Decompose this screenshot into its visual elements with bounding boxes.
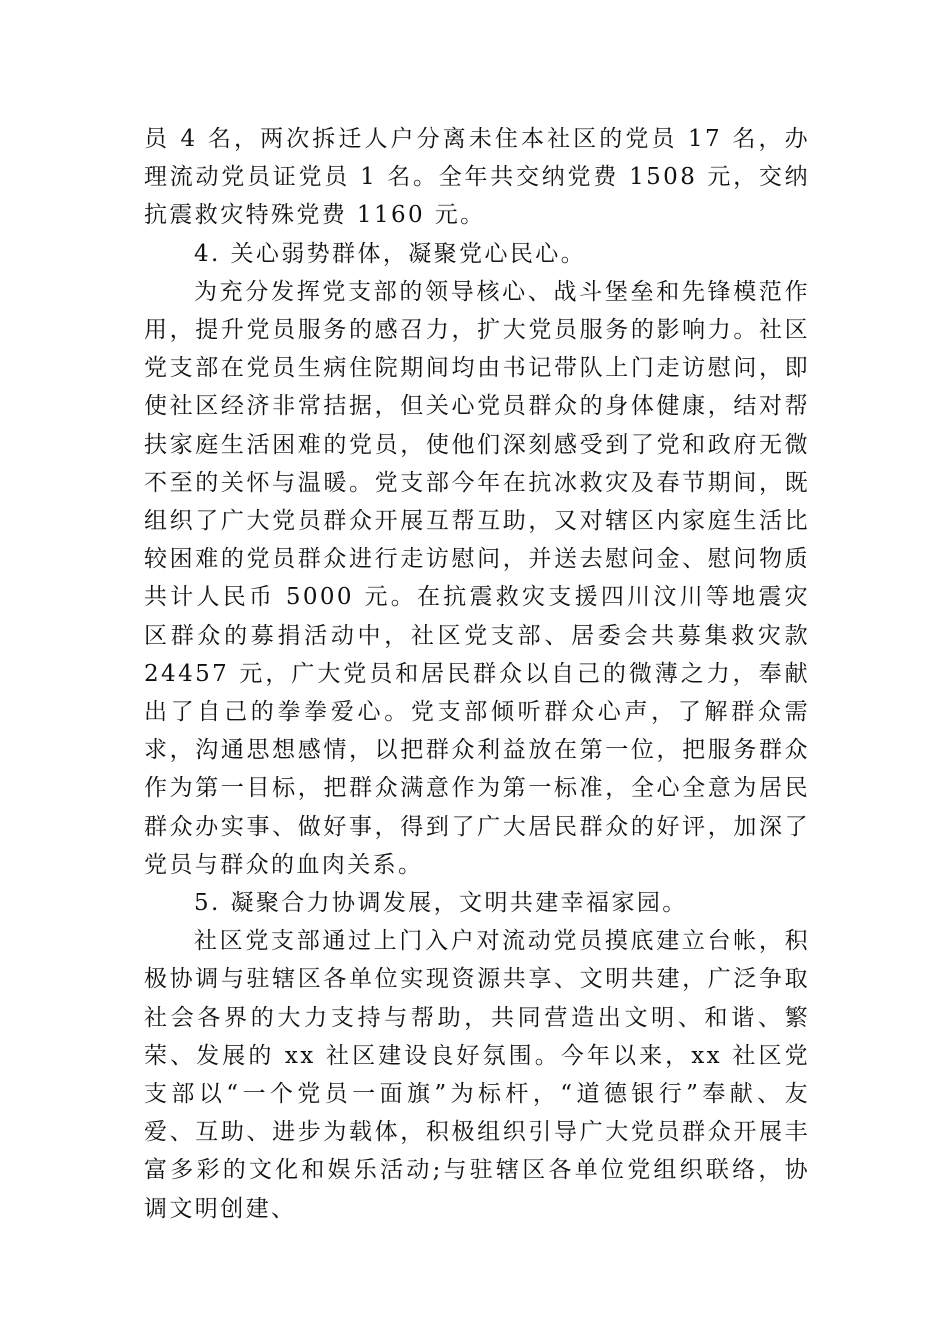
- paragraph-civilized-co-construction: 社区党支部通过上门入户对流动党员摸底建立台帐，积极协调与驻辖区各单位实现资源共享、文明共建，广泛争取社会各界的大力支持与帮助，共同营造出文明、和谐、繁荣、发展的 xx 社区建设良好氛围。今年以来，xx 社区党支部以“一个党员一面旗”为标杆，“道德银行”奉献、友爱、互助、进步为载体，积极组织引导广大党员群众开展丰富多彩的文化和娱乐活动;与驻辖区各单位党组织联络，协调文明创建、: [144, 928, 810, 1222]
- section-heading-5: 5. 凝聚合力协调发展，文明共建幸福家园。: [194, 890, 688, 917]
- section-heading-4: 4. 关心弱势群体，凝聚党心民心。: [194, 240, 587, 267]
- paragraph-party-member-stats: 员 4 名，两次拆迁人户分离未住本社区的党员 17 名，办理流动党员证党员 1 名。全年共交纳党费 1508 元，交纳抗震救灾特殊党费 1160 元。: [144, 126, 810, 229]
- paragraph-care-vulnerable-groups: 为充分发挥党支部的领导核心、战斗堡垒和先锋模范作用，提升党员服务的感召力，扩大党员服务的影响力。社区党支部在党员生病住院期间均由书记带队上门走访慰问，即使社区经济非常拮据，但关心党员群众的身体健康，结对帮扶家庭生活困难的党员，使他们深刻感受到了党和政府无微不至的关怀与温暖。党支部今年在抗冰救灾及春节期间，既组织了广大党员群众开展互帮互助，又对辖区内家庭生活比较困难的党员群众进行走访慰问，并送去慰问金、慰问物质共计人民币 5000 元。在抗震救灾支援四川汶川等地震灾区群众的募捐活动中，社区党支部、居委会共募集救灾款 24457 元，广大党员和居民群众以自己的微薄之力，奉献出了自己的拳拳爱心。党支部倾听群众心声，了解群众需求，沟通思想感情，以把群众利益放在第一位，把服务群众作为第一目标，把群众满意作为第一标准，全心全意为居民群众办实事、做好事，得到了广大居民群众的好评，加深了党员与群众的血肉关系。: [144, 278, 810, 878]
- document-body: [144, 120, 810, 1228]
